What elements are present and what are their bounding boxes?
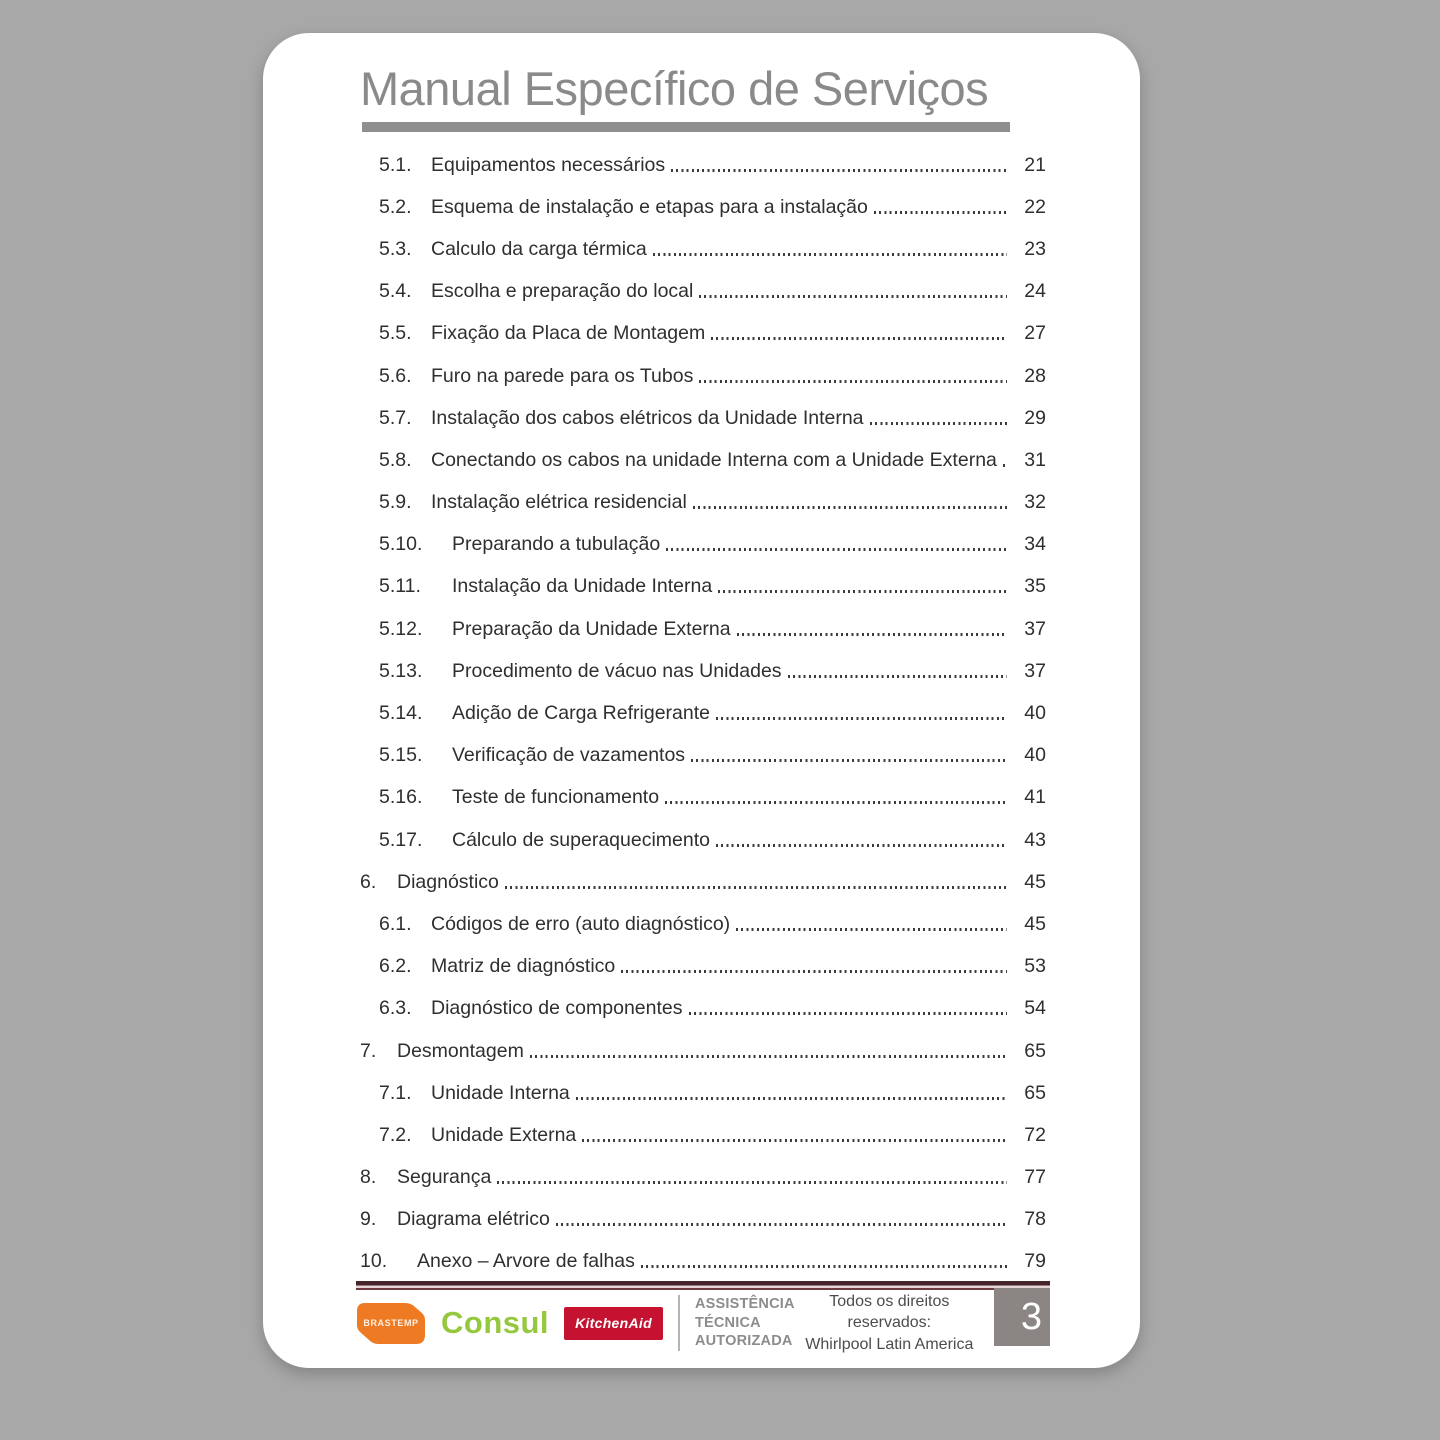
toc-entry-label: Preparação da Unidade Externa [452, 617, 731, 640]
toc-entry [360, 1030, 1046, 1072]
toc-entry-number: 5.10. [379, 533, 423, 556]
toc-entry-label: Diagnóstico [397, 870, 499, 893]
toc-entry-number: 5.8. [379, 448, 412, 471]
toc-entry-page: 32 [1024, 491, 1046, 514]
toc-entry [360, 650, 1046, 692]
toc-entry [360, 819, 1046, 861]
toc-dot-leader [691, 759, 1007, 762]
toc-entry-label: Calculo da carga térmica [431, 237, 647, 260]
toc-entry-page: 40 [1024, 744, 1046, 767]
toc-dot-leader [693, 506, 1007, 509]
toc-dot-leader [641, 1265, 1007, 1268]
toc-entry-label: Cálculo de superaquecimento [452, 828, 710, 851]
toc-entry-page: 27 [1024, 322, 1046, 345]
toc-entry-page: 37 [1024, 659, 1046, 682]
copyright-line-2: Whirlpool Latin America [805, 1335, 974, 1353]
toc-entry-number: 5.5. [379, 322, 412, 345]
toc-entry-page: 28 [1024, 364, 1046, 387]
toc-entry-label: Diagrama elétrico [397, 1208, 550, 1231]
toc-entry-number: 7.1. [379, 1081, 412, 1104]
toc-entry-page: 54 [1024, 997, 1046, 1020]
toc-entry-page: 77 [1024, 1166, 1046, 1189]
toc-entry-label: Anexo – Arvore de falhas [417, 1250, 635, 1273]
brastemp-logo [356, 1302, 426, 1345]
toc-entry-label: Procedimento de vácuo nas Unidades [452, 659, 782, 682]
toc-entry-label: Esquema de instalação e etapas para a instalação [431, 195, 868, 218]
toc-entry-label: Preparando a tubulação [452, 533, 661, 556]
toc-dot-leader [556, 1223, 1007, 1226]
toc-entry-page: 21 [1024, 153, 1046, 176]
toc-entry-number: 6.1. [379, 912, 412, 935]
toc-entry [360, 313, 1046, 355]
toc-entry-number: 5.14. [379, 702, 423, 725]
toc-entry-number: 5.4. [379, 280, 412, 303]
toc-dot-leader [716, 844, 1007, 847]
toc-entry-page: 65 [1024, 1081, 1046, 1104]
toc-entry-number: 5.15. [379, 744, 423, 767]
toc-entry [360, 566, 1046, 608]
toc-dot-leader [497, 1181, 1007, 1184]
toc-entry-page: 53 [1024, 955, 1046, 978]
toc-dot-leader [736, 928, 1007, 931]
toc-dot-leader [711, 337, 1007, 340]
toc-dot-leader [665, 801, 1007, 804]
toc-entry-label: Desmontagem [397, 1039, 524, 1062]
toc-entry [360, 1157, 1046, 1199]
toc-dot-leader [874, 211, 1007, 214]
toc-entry-page: 72 [1024, 1123, 1046, 1146]
assist-line-1: ASSISTÊNCIA [694, 1295, 795, 1312]
toc-entry-label: Diagnóstico de componentes [431, 997, 683, 1020]
brastemp-logo-label: BRASTEMP [363, 1317, 419, 1328]
toc-dot-leader [582, 1139, 1007, 1142]
toc-entry [360, 439, 1046, 481]
toc-dot-leader [576, 1097, 1007, 1100]
copyright-line-1: Todos os direitos reservados: [829, 1292, 950, 1332]
toc-entry [360, 1199, 1046, 1241]
toc-entry [360, 228, 1046, 270]
toc-dot-leader [737, 633, 1007, 636]
toc-entry-label: Segurança [397, 1166, 492, 1189]
toc-entry-number: 5.7. [379, 406, 412, 429]
toc-entry-page: 22 [1024, 195, 1046, 218]
toc-entry-label: Furo na parede para os Tubos [431, 364, 694, 387]
toc-entry-number: 9. [360, 1208, 377, 1231]
toc-entry-label: Instalação elétrica residencial [431, 491, 687, 514]
toc-dot-leader [689, 1012, 1008, 1015]
toc-entry-label: Conectando os cabos na unidade Interna com a Unidade Externa [431, 448, 997, 471]
authorized-service-label [695, 1295, 795, 1352]
toc-entry-number: 5.9. [379, 491, 412, 514]
toc-entry-label: Fixação da Placa de Montagem [431, 322, 706, 345]
toc-entry [360, 988, 1046, 1030]
toc-entry-number: 6.2. [379, 955, 412, 978]
toc-dot-leader [671, 169, 1007, 172]
toc-entry-number: 5.13. [379, 659, 423, 682]
toc-entry-number: 5.1. [379, 153, 412, 176]
toc-entry-page: 41 [1024, 786, 1046, 809]
copyright-text [795, 1291, 984, 1356]
toc-entry-label: Instalação da Unidade Interna [452, 575, 713, 598]
toc-dot-leader [699, 295, 1007, 298]
toc-entry [360, 946, 1046, 988]
toc-entry-page: 45 [1024, 912, 1046, 935]
toc-entry-number: 5.2. [379, 195, 412, 218]
toc-entry-page: 40 [1024, 702, 1046, 725]
document-page [263, 33, 1140, 1368]
toc-entry-number: 8. [360, 1166, 377, 1189]
toc-entry-page: 37 [1024, 617, 1046, 640]
toc-entry-number: 5.16. [379, 786, 423, 809]
toc-entry [360, 271, 1046, 313]
footer-row [356, 1294, 1050, 1352]
toc-entry-page: 23 [1024, 237, 1046, 260]
page-footer [356, 1281, 1050, 1352]
toc-entry [360, 186, 1046, 228]
footer-divider [678, 1295, 680, 1351]
toc-dot-leader [653, 253, 1007, 256]
toc-dot-leader [788, 675, 1007, 678]
toc-entry [360, 608, 1046, 650]
toc-dot-leader [666, 548, 1007, 551]
toc-entry-page: 35 [1024, 575, 1046, 598]
toc-entry-label: Verificação de vazamentos [452, 744, 686, 767]
toc-entry-page: 78 [1024, 1208, 1046, 1231]
toc-entry [360, 861, 1046, 903]
toc-entry [360, 1241, 1046, 1283]
toc-entry-page: 79 [1024, 1250, 1046, 1273]
toc-entry [360, 482, 1046, 524]
toc-dot-leader [699, 380, 1007, 383]
toc-entry [360, 524, 1046, 566]
toc-entry [360, 144, 1046, 186]
toc-entry [360, 903, 1046, 945]
toc-entry [360, 1114, 1046, 1156]
title-underline-bar [362, 122, 1010, 132]
consul-logo: Consul [441, 1305, 550, 1340]
toc-entry [360, 735, 1046, 777]
assist-line-3: AUTORIZADA [694, 1333, 793, 1350]
toc-dot-leader [870, 422, 1007, 425]
toc-entry-label: Unidade Externa [431, 1123, 577, 1146]
toc-dot-leader [505, 886, 1007, 889]
page-title: Manual Específico de Serviços [360, 62, 989, 115]
toc-entry-number: 5.17. [379, 828, 423, 851]
toc-entry [360, 355, 1046, 397]
toc-entry-label: Escolha e preparação do local [431, 280, 694, 303]
toc-entry-label: Códigos de erro (auto diagnóstico) [431, 912, 731, 935]
toc-entry-label: Teste de funcionamento [452, 786, 660, 809]
toc-entry-number: 5.11. [379, 575, 421, 598]
toc-entry-page: 31 [1024, 448, 1046, 471]
toc-dot-leader [530, 1055, 1007, 1058]
toc-entry-page: 29 [1024, 406, 1046, 429]
toc-entry-page: 24 [1024, 280, 1046, 303]
toc-entry-number: 6. [360, 870, 377, 893]
toc-entry [360, 692, 1046, 734]
kitchenaid-logo: KitchenAid [564, 1307, 663, 1340]
footer-rule [356, 1281, 1050, 1290]
toc-entry-page: 65 [1024, 1039, 1046, 1062]
toc-entry-number: 5.3. [379, 237, 412, 260]
toc-entry-number: 7. [360, 1039, 377, 1062]
toc-entry-number: 5.12. [379, 617, 423, 640]
toc-entry-label: Unidade Interna [431, 1081, 570, 1104]
toc-entry [360, 397, 1046, 439]
toc-entry-label: Equipamentos necessários [431, 153, 666, 176]
toc-entry-label: Instalação dos cabos elétricos da Unidade Interna [431, 406, 864, 429]
table-of-contents [360, 144, 1046, 1283]
toc-entry-label: Adição de Carga Refrigerante [452, 702, 710, 725]
toc-dot-leader [1003, 464, 1007, 467]
toc-dot-leader [716, 717, 1007, 720]
toc-entry [360, 777, 1046, 819]
assist-line-2: TÉCNICA [694, 1314, 761, 1331]
toc-entry-page: 34 [1024, 533, 1046, 556]
toc-dot-leader [718, 590, 1007, 593]
toc-entry [360, 1072, 1046, 1114]
toc-dot-leader [621, 970, 1007, 973]
toc-entry-number: 10. [360, 1250, 388, 1273]
toc-entry-page: 45 [1024, 870, 1046, 893]
toc-entry-page: 43 [1024, 828, 1046, 851]
toc-entry-number: 6.3. [379, 997, 412, 1020]
page-number-badge: 3 [994, 1288, 1050, 1346]
toc-entry-number: 5.6. [379, 364, 412, 387]
toc-entry-label: Matriz de diagnóstico [431, 955, 616, 978]
toc-entry-number: 7.2. [379, 1123, 412, 1146]
